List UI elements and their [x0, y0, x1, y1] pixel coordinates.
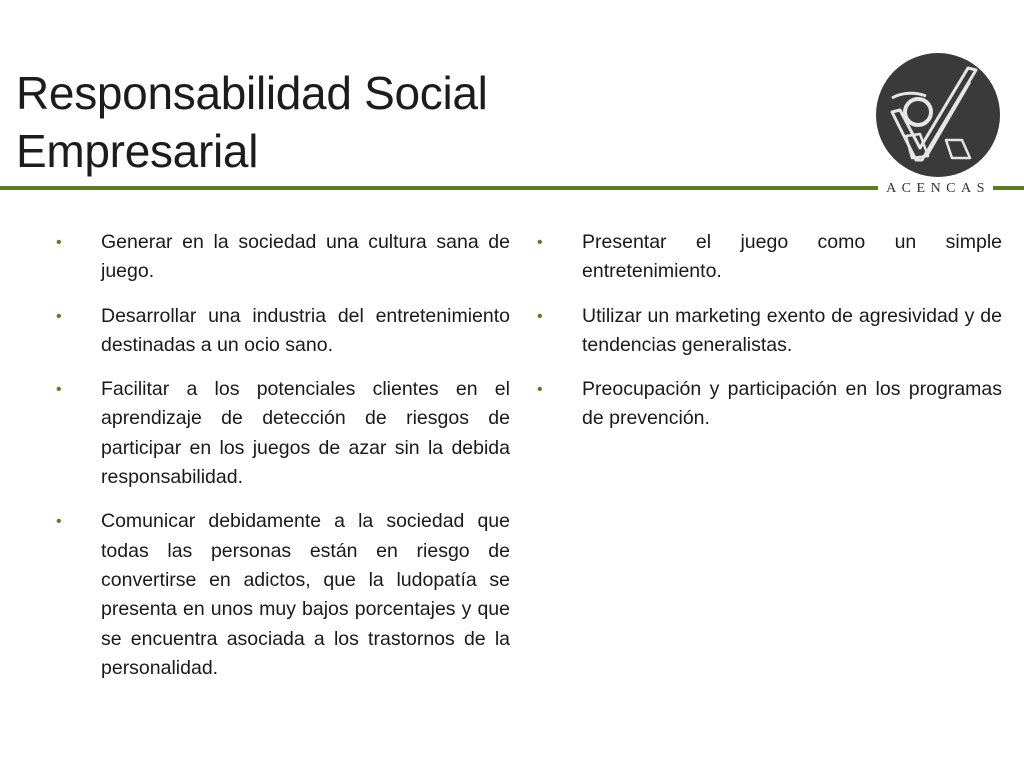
list-item [56, 375, 510, 492]
acencas-emblem-icon [872, 52, 1004, 182]
bullet-list-right [537, 228, 1002, 449]
list-item [537, 375, 1002, 434]
bullet-icon: • [537, 307, 543, 325]
list-item [56, 302, 510, 361]
bullet-icon: • [56, 234, 62, 251]
bullet-icon: • [537, 381, 543, 399]
list-item [537, 228, 1002, 287]
list-item-text: Preocupación y participación en los programas de prevención. [582, 378, 1002, 430]
slide-title [16, 64, 716, 180]
slide-title-line-2: Empresarial [16, 125, 259, 177]
bullet-icon: • [537, 234, 543, 251]
bullet-icon: • [56, 307, 62, 325]
acencas-logo [872, 52, 1004, 202]
list-item [56, 228, 510, 287]
list-item-text: Facilitar a los potenciales clientes en el aprendizaje de detección de riesgos de participar en los juegos de azar sin la debida responsabilidad. [101, 378, 510, 489]
list-item-text: Generar en la sociedad una cultura sana de juego. [101, 231, 510, 283]
bullet-icon: • [56, 513, 62, 531]
list-item-text: Presentar el juego como un simple entretenimiento. [582, 231, 1002, 283]
bullet-list-left [56, 228, 510, 698]
title-divider-left [0, 186, 878, 190]
list-item [537, 302, 1002, 361]
slide-title-line-1: Responsabilidad Social [16, 67, 488, 119]
list-item-text: Desarrollar una industria del entretenimiento destinadas a un ocio sano. [101, 304, 510, 356]
list-item-text: Utilizar un marketing exento de agresividad y de tendencias generalistas. [582, 304, 1002, 356]
list-item-text: Comunicar debidamente a la sociedad que todas las personas están en riesgo de convertirse en adictos, que la ludopatía se presenta en unos muy bajos porcentajes y que se encuentra asociada a los trastornos de la personalidad. [101, 510, 510, 679]
bullet-icon: • [56, 381, 62, 399]
list-item [56, 507, 510, 683]
logo-text: ACENCAS [886, 181, 990, 196]
